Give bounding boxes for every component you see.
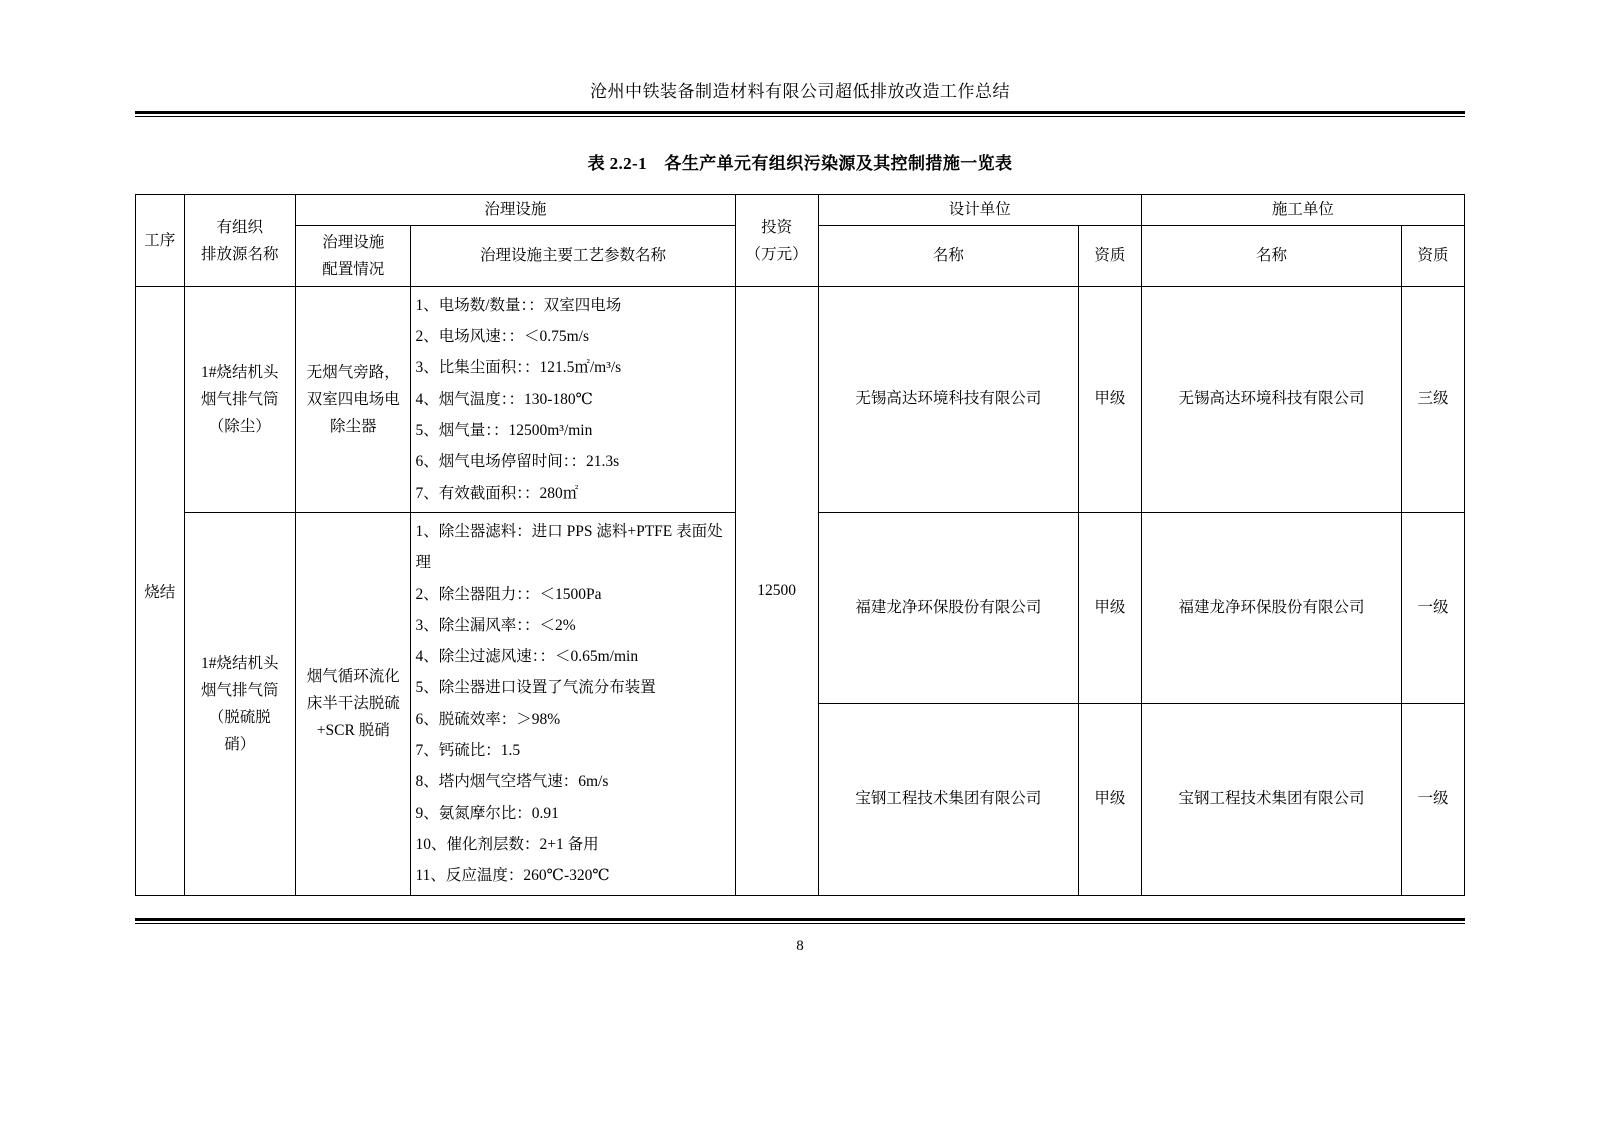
header-design-qual: 资质 [1078, 225, 1141, 286]
cell-params-1 [411, 286, 735, 512]
text-line: 1#烧结机头 [201, 363, 279, 381]
parameter-line: 7、钙硫比：1.5 [415, 742, 521, 760]
text-line: 双室四电场电 [306, 390, 400, 408]
text-line: +SCR 脱硝 [316, 722, 390, 740]
parameter-line: 4、除尘过滤风速：：＜0.65m/min [415, 648, 639, 666]
table-caption: 表 2.2-1 各生产单元有组织污染源及其控制措施一览表 [587, 154, 1013, 174]
text-line: 治理设施 [322, 233, 385, 251]
cell-design-qual-1: 甲级 [1078, 286, 1141, 512]
parameter-line: 3、比集尘面积：：121.5㎡/m³/s [415, 359, 622, 377]
parameter-line: 7、有效截面积：：280㎡ [415, 484, 579, 502]
header-construction-qual: 资质 [1402, 225, 1465, 286]
cell-params-2 [411, 512, 735, 895]
cell-config-1 [296, 286, 411, 512]
parameter-line: 3、除尘漏风率：：＜2% [415, 616, 576, 634]
cell-investment: 12500 [735, 286, 818, 895]
page-number: 8 [796, 937, 804, 954]
parameter-line: 1、电场数/数量：：双室四电场 [415, 296, 622, 314]
text-line: （脱硫脱 [208, 708, 271, 726]
header-construction-unit: 施工单位 [1141, 195, 1464, 225]
header-design-name: 名称 [818, 225, 1078, 286]
cell-config-2 [296, 512, 411, 895]
text-line: 无烟气旁路， [306, 363, 400, 381]
header-source [184, 195, 295, 287]
footer-divider [135, 918, 1465, 924]
parameter-line: 5、除尘器进口设置了气流分布装置 [415, 679, 656, 697]
parameter-line: 5、烟气量：：12500m³/min [415, 422, 593, 440]
text-line: 投资 [761, 218, 793, 236]
header-treatment-group: 治理设施 [296, 195, 736, 225]
text-line: 烟气排气筒 [201, 390, 279, 408]
cell-design-name-1: 无锡高达环境科技有限公司 [818, 286, 1078, 512]
text-line: 排放源名称 [201, 245, 279, 263]
header-process [136, 195, 185, 287]
cell-construction-qual-1: 三级 [1402, 286, 1465, 512]
cell-process: 烧结 [136, 286, 185, 895]
cell-construction-qual-2-bottom: 一级 [1402, 704, 1465, 895]
parameter-line: 11、反应温度：260℃-320℃ [415, 867, 610, 885]
parameter-line: 10、催化剂层数：2+1 备用 [415, 835, 599, 853]
parameter-line: 6、脱硫效率：＞98% [415, 710, 561, 728]
parameter-line: 4、烟气温度：：130-180℃ [415, 390, 593, 408]
parameter-line: 1、除尘器滤料：进口 PPS 滤料+PTFE 表面处理 [415, 522, 723, 572]
text-line: 工序 [144, 232, 176, 250]
text-line: 烟气排气筒 [201, 681, 279, 699]
cell-construction-name-2-bottom: 宝钢工程技术集团有限公司 [1141, 704, 1401, 895]
document-header [135, 0, 1465, 102]
header-divider [135, 111, 1465, 117]
header-investment [735, 195, 818, 287]
text-line: 有组织 [216, 218, 264, 236]
parameter-line: 2、除尘器阻力：：＜1500Pa [415, 585, 602, 603]
cell-design-name-2-top: 福建龙净环保股份有限公司 [818, 512, 1078, 703]
text-line: 烟气循环流化 [306, 668, 400, 686]
pollution-control-table [135, 194, 1465, 895]
parameter-line: 6、烟气电场停留时间：：21.3s [415, 453, 620, 471]
header-config [296, 225, 411, 286]
table-header-row-1 [136, 195, 1465, 225]
text-line: 除尘器 [329, 417, 377, 435]
text-line: 配置情况 [322, 260, 385, 278]
cell-design-name-2-bottom: 宝钢工程技术集团有限公司 [818, 704, 1078, 895]
parameter-line: 2、电场风速：：＜0.75m/s [415, 328, 590, 346]
text-line: （除尘） [208, 417, 271, 435]
table-row [136, 286, 1465, 512]
text-line: 1#烧结机头 [201, 654, 279, 672]
header-params: 治理设施主要工艺参数名称 [411, 225, 735, 286]
text-line: 硝） [224, 735, 256, 753]
cell-design-qual-2-top: 甲级 [1078, 512, 1141, 703]
parameter-line: 9、氨氮摩尔比：0.91 [415, 804, 559, 822]
cell-construction-name-2-top: 福建龙净环保股份有限公司 [1141, 512, 1401, 703]
cell-source-1 [184, 286, 295, 512]
cell-source-2 [184, 512, 295, 895]
text-line: （万元） [745, 245, 808, 263]
text-line: 床半干法脱硫 [306, 695, 400, 713]
header-title: 沧州中铁装备制造材料有限公司超低排放改造工作总结 [590, 82, 1010, 101]
header-design-unit: 设计单位 [818, 195, 1141, 225]
cell-design-qual-2-bottom: 甲级 [1078, 704, 1141, 895]
cell-construction-name-1: 无锡高达环境科技有限公司 [1141, 286, 1401, 512]
header-construction-name: 名称 [1141, 225, 1401, 286]
cell-construction-qual-2-top: 一级 [1402, 512, 1465, 703]
parameter-line: 8、塔内烟气空塔气速：6m/s [415, 773, 609, 791]
